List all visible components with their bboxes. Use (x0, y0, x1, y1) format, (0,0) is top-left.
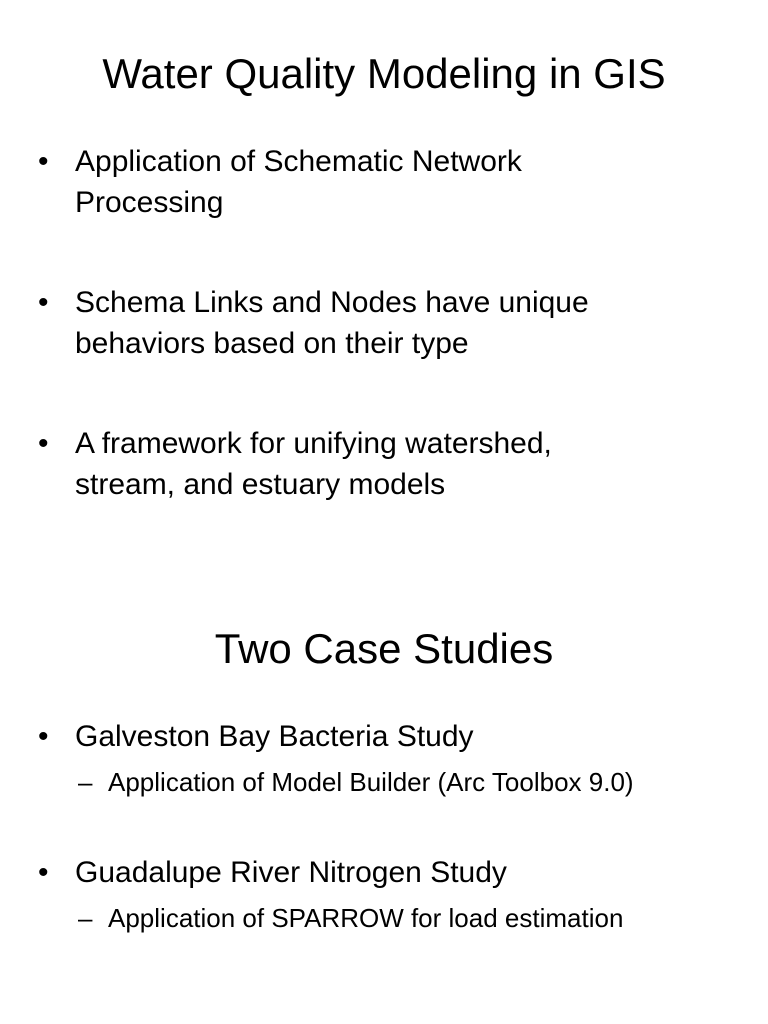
bullet-item-galveston (38, 716, 738, 757)
bullet-text: Galveston Bay Bacteria Study (75, 720, 474, 753)
sub-item-model-builder (78, 765, 758, 799)
bullet-item-guadalupe (38, 852, 738, 893)
bullet-text-line1: Application of Schematic Network (75, 145, 522, 178)
bullet-icon: • (38, 286, 49, 319)
bullet-item-framework (38, 423, 738, 505)
dash-icon: – (78, 767, 93, 797)
sub-item-text: Application of Model Builder (Arc Toolbox 9.0) (108, 767, 634, 797)
dash-icon: – (78, 903, 93, 933)
bullet-text-line2: Processing (75, 186, 224, 219)
sub-item-text: Application of SPARROW for load estimation (108, 903, 624, 933)
slide-title-case-studies: Two Case Studies (214, 625, 554, 672)
bullet-icon: • (38, 720, 49, 753)
bullet-text-line2: behaviors based on their type (75, 327, 469, 360)
bullet-icon: • (38, 145, 49, 178)
bullet-item-schema-links (38, 282, 738, 364)
bullet-text-line1: Schema Links and Nodes have unique (75, 286, 589, 319)
bullet-icon: • (38, 856, 49, 889)
bullet-text-line2: stream, and estuary models (75, 468, 446, 501)
slide-title-water-quality: Water Quality Modeling in GIS (102, 50, 666, 97)
bullet-item-schematic-network (38, 141, 738, 223)
bullet-text: Guadalupe River Nitrogen Study (75, 856, 507, 889)
bullet-icon: • (38, 427, 49, 460)
sub-item-sparrow (78, 901, 758, 935)
bullet-text-line1: A framework for unifying watershed, (75, 427, 552, 460)
